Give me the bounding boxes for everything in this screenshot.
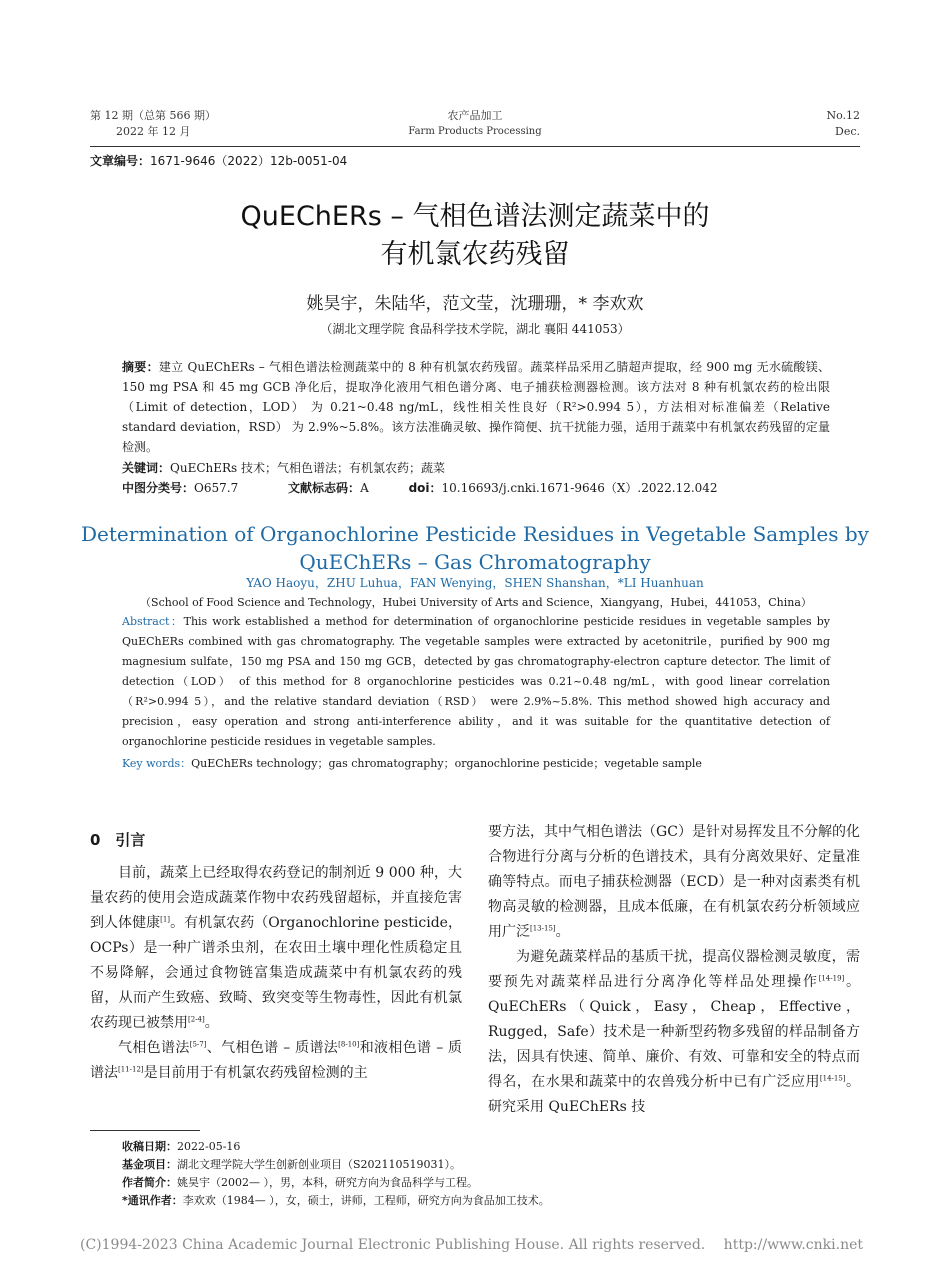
title-cn-line1: QuEChERs – 气相色谱法测定蔬菜中的: [240, 201, 710, 232]
title-cn: [75, 198, 875, 274]
citation: [11-12]: [118, 1065, 144, 1074]
keywords-cn-text: QuEChERs 技术；气相色谱法；有机氯农药；蔬菜: [170, 461, 446, 475]
citation: [14-15]: [819, 1074, 846, 1083]
doi-value: 10.16693/j.cnki.1671-9646（X）.2022.12.042: [441, 481, 718, 495]
title-en-line1: Determination of Organochlorine Pesticide Residues in Vegetable Samples by: [81, 522, 869, 546]
abstract-en-label: Abstract：: [122, 615, 184, 628]
footnote-corresponding: *通讯作者：李欢欢（1984— ），女，硕士，讲师，工程师，研究方向为食品加工技术。: [122, 1194, 550, 1207]
authors-en: YAO Haoyu，ZHU Luhua，FAN Wenying，SHEN Shanshan，*LI Huanhuan: [246, 576, 704, 590]
footnote-author: 作者简介：姚昊宇（2002— ），男，本科，研究方向为食品科学与工程。: [122, 1176, 478, 1189]
keywords-cn: [122, 458, 830, 478]
keywords-en: [122, 755, 830, 773]
header-rule: [90, 146, 860, 147]
paragraph: 为避免蔬菜样品的基质干扰，提高仪器检测灵敏度，需要预先对蔬菜样品进行分离净化等样品处理操作[14-19]。QuEChERs（Quick，Easy，Cheap，Effective，Rugged，Safe）技术是一种新型药物多残留的样品制备方法，因具有快速、简单、廉价、有效、可靠和安全的特点而得名，在水果和蔬菜中的农兽残分析中已有广泛应用[14-15]。研究采用 QuEChERs 技: [488, 949, 861, 1115]
footnote-received: 收稿日期：2022-05-16: [122, 1140, 241, 1153]
date-cn: 2022 年 12 月: [116, 125, 191, 138]
header-left: [90, 108, 290, 140]
article-number: [90, 152, 347, 170]
citation: [5-7]: [189, 1040, 207, 1049]
article-number-value: 1671-9646（2022）12b-0051-04: [150, 154, 348, 168]
clc-label: 中图分类号：: [122, 481, 195, 495]
month-en: Dec.: [835, 125, 860, 138]
abstract-cn-label: 摘要：: [122, 360, 159, 374]
paragraph: 气相色谱法[5-7]、气相色谱 – 质谱法[8-10]和液相色谱 – 质谱法[11-12]是目前用于有机氯农药残留检测的主: [90, 1040, 462, 1081]
paragraph: 要方法，其中气相色谱法（GC）是针对易挥发且不分解的化合物进行分离与分析的色谱技术，具有分离效果好、定量准确等特点。而电子捕获检测器（ECD）是一种对卤素类有机物高灵敏的检测器，且成本低廉，在有机氯农药分析领域应用广泛[13-15]。: [488, 824, 860, 940]
citation: [2-4]: [188, 1015, 205, 1024]
paragraph: 目前，蔬菜上已经取得农药登记的制剂近 9 000 种，大量农药的使用会造成蔬菜作物中农药残留超标，并直接危害到人体健康[1]。有机氯农药（Organochlorine pesticide，OCPs）是一种广谱杀虫剂，在农田土壤中理化性质稳定且不易降解，会通过食物链富集造成蔬菜中有机氯农药的残留，从而产生致癌、致畸、致突变等生物毒性，因此有机氯农药现已被禁用[2-4]。: [90, 865, 462, 1031]
authors-cn: 姚昊宇，朱陆华，范文莹，沈珊珊，* 李欢欢: [306, 294, 644, 314]
section-heading-introduction: 0 引言: [90, 831, 146, 849]
abstract-cn: [122, 357, 830, 457]
title-en: [75, 520, 875, 576]
journal-en: Farm Products Processing: [408, 126, 542, 137]
body-left-column: [90, 828, 462, 1086]
citation: [8-10]: [338, 1040, 360, 1049]
header-right: [760, 108, 860, 140]
abstract-cn-text: 建立 QuEChERs – 气相色谱法检测蔬菜中的 8 种有机氯农药残留。蔬菜样品采用乙腈超声提取，经 900 mg 无水硫酸镁、150 mg PSA 和 45 mg GCB 净化后，提取净化液用气相色谱分离、电子捕获检测器检测。该方法对 8 种有机氯农药的检出限（Limit of detection，LOD） 为 0.21~0.48 ng/mL，线性相关性良好（R²>0.994 5），方法相对标准偏差（Relative standard deviation，RSD） 为 2.9%~5.8%。该方法准确灵敏、操作简便、抗干扰能力强，适用于蔬菜中有机氯农药残留的定量检测。: [122, 360, 830, 454]
issue-en: No.12: [826, 109, 860, 122]
citation: [13-15]: [530, 924, 556, 933]
doi-label: doi：: [408, 481, 442, 495]
classification-row: [122, 478, 830, 498]
affiliation-cn: （湖北文理学院 食品科学技术学院，湖北 襄阳 441053）: [320, 322, 630, 336]
footnote-funding: 基金项目：湖北文理学院大学生创新创业项目（S202110519031）。: [122, 1158, 462, 1171]
keywords-en-text: QuEChERs technology；gas chromatography；organochlorine pesticide；vegetable sample: [191, 757, 702, 770]
issue-cn: 第 12 期（总第 566 期）: [90, 109, 216, 122]
citation: [14-19]: [818, 974, 845, 983]
footnotes: [122, 1138, 862, 1210]
abstract-en: [122, 612, 830, 752]
affiliation-en: （School of Food Science and Technology，Hubei University of Arts and Science，Xiangyang，Hubei，441053，China）: [140, 596, 812, 609]
keywords-en-label: Key words：: [122, 757, 192, 770]
keywords-cn-label: 关键词：: [122, 461, 171, 475]
body-right-column: [488, 820, 860, 1120]
doc-code-label: 文献标志码：: [288, 481, 361, 495]
header-center: [375, 108, 575, 140]
footnote-rule: [90, 1130, 200, 1131]
abstract-en-text: This work established a method for determination of organochlorine pesticide residues in vegetable samples by QuEChERs combined with gas chromatography. The vegetable samples were extracted by acetonitrile，purified by 900 mg magnesium sulfate，150 mg PSA and 150 mg GCB，detected by gas chromatography-electron capture detector. The limit of detection（LOD） of this method for 8 organochlorine pesticides was 0.21~0.48 ng/mL，with good linear correlation（R²>0.994 5），and the relative standard deviation（RSD） were 2.9%~5.8%. This method showed high accuracy and precision，easy operation and strong anti-interference ability，and it was suitable for the quantitative detection of organochlorine pesticide residues in vegetable samples.: [122, 615, 830, 748]
title-en-line2: QuEChERs – Gas Chromatography: [299, 550, 651, 574]
article-number-label: 文章编号：: [90, 154, 151, 168]
copyright-line: (C)1994-2023 China Academic Journal Electronic Publishing House. All rights reserved. http://www.cnki.net: [80, 1237, 864, 1253]
doc-code-value: A: [360, 481, 369, 495]
journal-cn: 农产品加工: [447, 109, 503, 122]
title-cn-line2: 有机氯农药残留: [380, 239, 570, 270]
clc-value: O657.7: [194, 481, 239, 495]
citation: [1]: [160, 915, 171, 924]
